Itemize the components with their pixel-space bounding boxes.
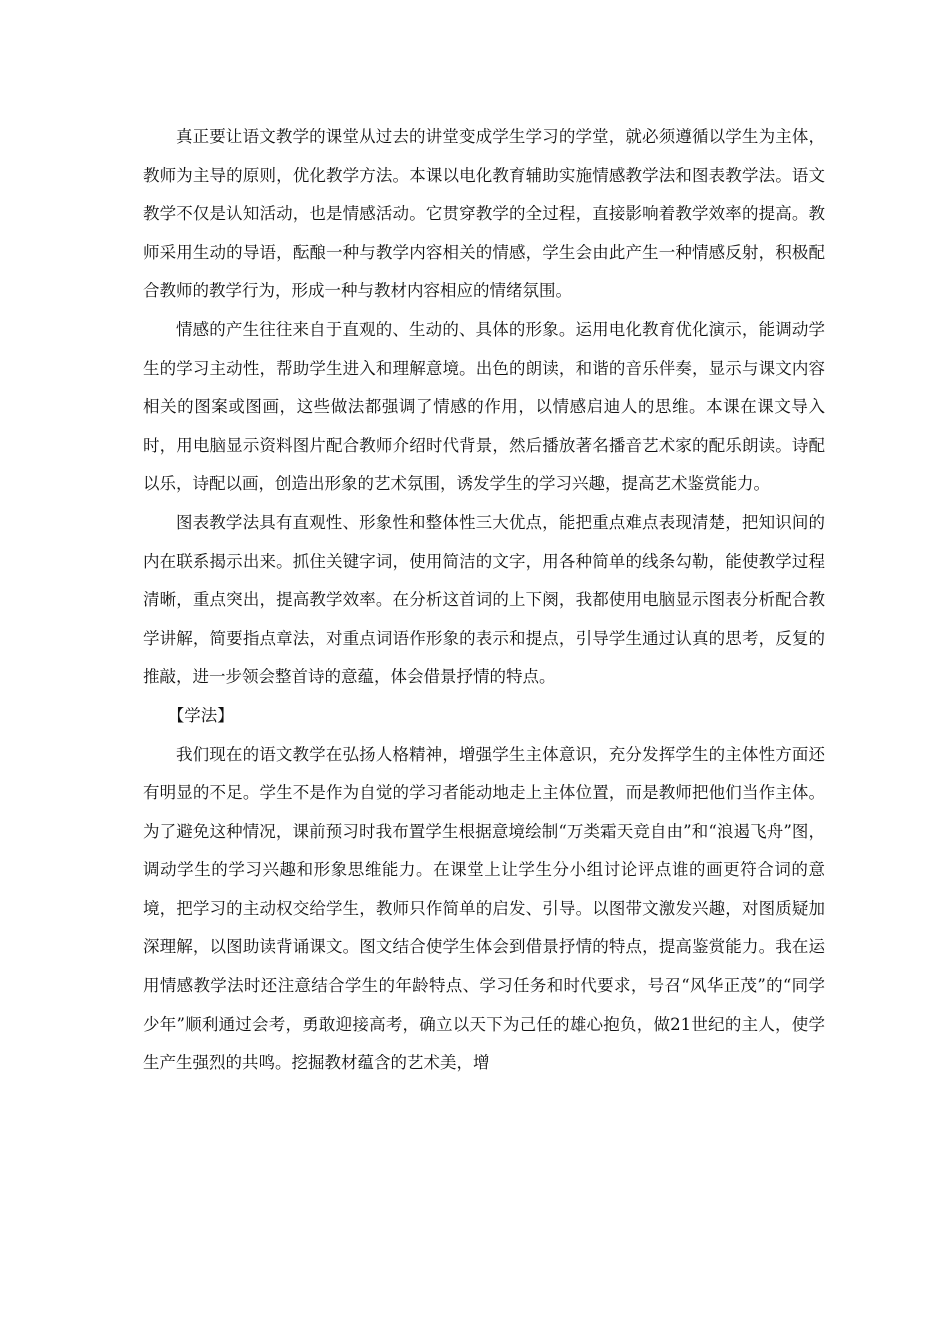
paragraph-chart-method: 图表教学法具有直观性、形象性和整体性三大优点，能把重点难点表现清楚，把知识间的内在联系揭示出来。抓住关键字词，使用简洁的文字，用各种简单的线条勾勒，能使教学过程清晰，重点突出，提高教学效率。在分析这首词的上下阕，我都使用电脑显示图表分析配合教学讲解，简要指点章法，对重点词语作形象的表示和提点，引导学生通过认真的思考，反复的推敲，进一步领会整首诗的意蕴，体会借景抒情的特点。 bbox=[143, 512, 825, 687]
paragraph-teaching-method: 真正要让语文教学的课堂从过去的讲堂变成学生学习的学堂，就必须遵循以学生为主体，教师为主导的原则，优化教学方法。本课以电化教育辅助实施情感教学法和图表教学法。语文教学不仅是认知活动，也是情感活动。它贯穿教学的全过程，直接影响着教学效率的提高。教师采用生动的导语，酝酿一种与教学内容相关的情感，学生会由此产生一种情感反射，积极配合教师的教学行为，形成一种与教材内容相应的情绪氛围。 bbox=[143, 127, 825, 301]
paragraph-emotion-visual: 情感的产生往往来自于直观的、生动的、具体的形象。运用电化教育优化演示，能调动学生的学习主动性，帮助学生进入和理解意境。出色的朗读，和谐的音乐伴奏，显示与课文内容相关的图案或图画，这些做法都强调了情感的作用，以情感启迪人的思维。本课在课文导入时，用电脑显示资料图片配合教师介绍时代背景，然后播放著名播音艺术家的配乐朗读。诗配以乐，诗配以画，创造出形象的艺术氛围，诱发学生的学习兴趣，提高艺术鉴赏能力。 bbox=[143, 319, 825, 494]
paragraph-learning-method: 我们现在的语文教学在弘扬人格精神，增强学生主体意识，充分发挥学生的主体性方面还有明显的不足。学生不是作为自觉的学习者能动地走上主体位置，而是教师把他们当作主体。为了避免这种情况，课前预习时我布置学生根据意境绘制“万类霜天竞自由”和“浪遏飞舟”图，调动学生的学习兴趣和形象思维能力。在课堂上让学生分小组讨论评点谁的画更符合词的意境，把学习的主动权交给学生，教师只作简单的启发、引导。以图带文激发兴趣，对图质疑加深理解，以图助读背诵课文。图文结合使学生体会到借景抒情的特点，提高鉴赏能力。我在运用情感教学法时还注意结合学生的年龄特点、学习任务和时代要求，号召“风华正茂”的“同学少年”顺利通过会考，勇敢迎接高考，确立以天下为己任的雄心抱负，做21世纪的主人，使学生产生强烈的共鸣。挖掘教材蕴含的艺术美，增 bbox=[143, 744, 825, 1073]
document-body bbox=[143, 118, 825, 1083]
section-heading-learning-method: 【学法】 bbox=[167, 705, 234, 725]
